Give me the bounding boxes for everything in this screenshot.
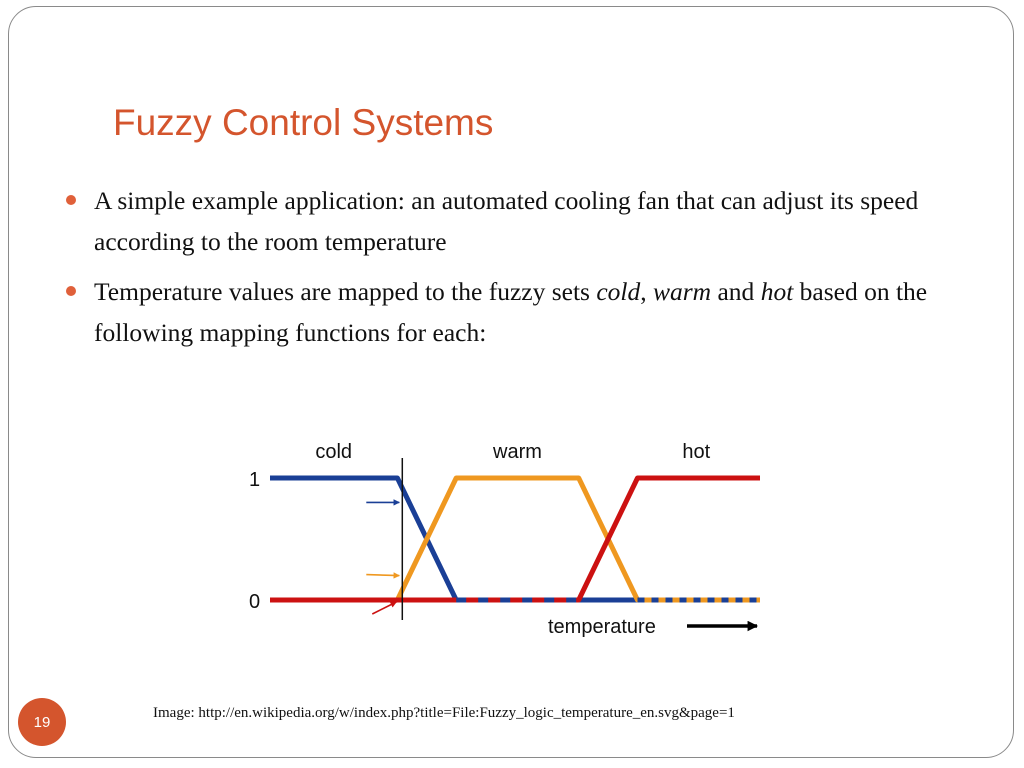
membership-arrow-warm bbox=[366, 575, 399, 576]
page-number-badge: 19 bbox=[18, 698, 66, 746]
series-label-cold: cold bbox=[315, 441, 353, 463]
term-hot: hot bbox=[760, 277, 794, 306]
bullet-dot-icon bbox=[66, 286, 76, 296]
bullet-item bbox=[62, 180, 982, 262]
membership-arrow-hot bbox=[372, 602, 396, 614]
bullet-text-and: and bbox=[711, 277, 761, 306]
series-line-cold bbox=[270, 478, 760, 600]
y-tick-label: 1 bbox=[249, 469, 261, 491]
bullet-item bbox=[62, 271, 982, 353]
series-line-hot bbox=[270, 478, 760, 600]
series-label-hot: hot bbox=[682, 441, 711, 463]
x-axis-label: temperature bbox=[548, 616, 656, 638]
term-warm: warm bbox=[653, 277, 712, 306]
series-line-warm bbox=[270, 478, 760, 600]
bullet-text-pre: Temperature values are mapped to the fuzzy sets bbox=[94, 277, 597, 306]
bullet-list bbox=[62, 180, 982, 362]
bullet-text: A simple example application: an automated cooling fan that can adjust its speed according to the room temperature bbox=[94, 186, 919, 256]
series-label-warm: warm bbox=[493, 441, 542, 463]
bullet-dot-icon bbox=[66, 195, 76, 205]
image-source-caption: Image: http://en.wikipedia.org/w/index.php?title=File:Fuzzy_logic_temperature_en.svg&page=1 bbox=[153, 705, 735, 721]
slide-title: Fuzzy Control Systems bbox=[113, 102, 494, 143]
bullet-text-comma: , bbox=[640, 277, 653, 306]
bullet-text-post: based on the following mapping functions for each: bbox=[94, 277, 928, 347]
membership-chart bbox=[245, 430, 770, 642]
y-tick-label: 0 bbox=[249, 591, 261, 613]
term-cold: cold bbox=[596, 277, 641, 306]
